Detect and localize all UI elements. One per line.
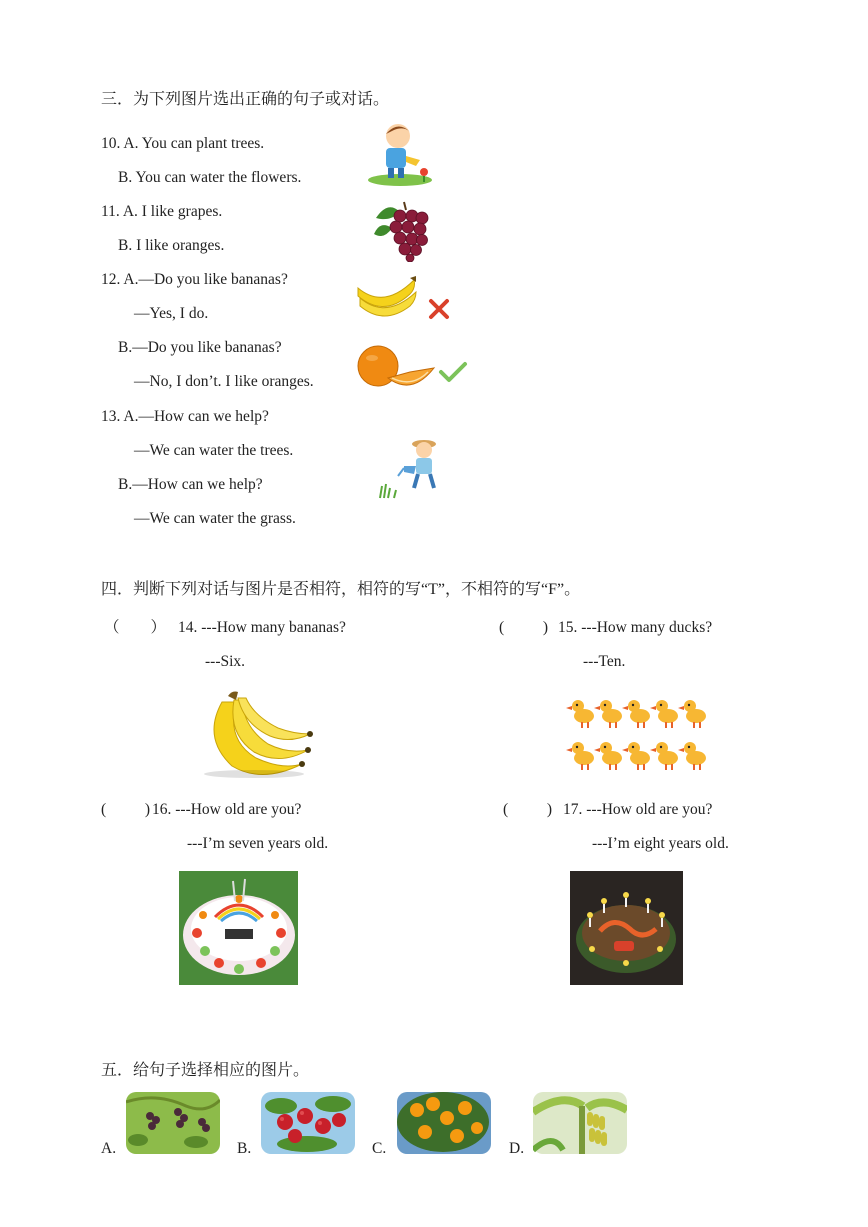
q17-question: 17. ---How old are you? — [563, 801, 713, 818]
q16-question: 16. ---How old are you? — [152, 801, 302, 818]
q15-question: 15. ---How many ducks? — [558, 619, 713, 636]
boy-watering-flowers-picture — [364, 120, 436, 188]
section-4-heading: 四．判断下列对话与图片是否相符，相符的写“T”，不相符的写“F”。 — [101, 581, 581, 598]
birthday-cake-seven-picture — [179, 871, 298, 985]
grapes-picture — [370, 198, 432, 262]
check-mark-icon — [438, 360, 468, 384]
q11-option-b: B. I like oranges. — [118, 237, 225, 254]
q14-answer-blank[interactable]: （ ） — [104, 619, 167, 636]
q10-option-a: 10. A. You can plant trees. — [101, 135, 265, 152]
q12-option-b-answer: —No, I don’t. I like oranges. — [134, 373, 314, 390]
q13-option-b-question: B.—How can we help? — [118, 476, 263, 493]
option-c-label: C. — [372, 1140, 387, 1157]
q11-option-a: 11. A. I like grapes. — [101, 203, 223, 220]
q12-option-a-answer: —Yes, I do. — [134, 305, 209, 322]
q13-option-a-answer: —We can water the trees. — [134, 442, 294, 459]
q17-answer-text: ---I’m eight years old. — [592, 835, 729, 852]
cross-mark-icon — [428, 298, 450, 320]
option-d-banana-tree-picture[interactable] — [533, 1092, 627, 1154]
section-3-heading: 三．为下列图片选出正确的句子或对话。 — [101, 91, 390, 108]
q13-option-b-answer: —We can water the grass. — [134, 510, 296, 527]
option-a-label: A. — [101, 1140, 117, 1157]
q10-option-b: B. You can water the flowers. — [118, 169, 302, 186]
q17-answer-blank[interactable]: ( ) — [503, 801, 553, 818]
ducks-picture — [562, 694, 706, 774]
section-5-heading: 五．给句子选择相应的图片。 — [101, 1062, 310, 1079]
q13-option-a-question: 13. A.—How can we help? — [101, 408, 269, 425]
birthday-cake-eight-picture — [570, 871, 683, 985]
bananas-small-picture — [354, 274, 420, 324]
option-b-label: B. — [237, 1140, 252, 1157]
oranges-picture — [356, 344, 436, 392]
bananas-bunch-picture — [192, 688, 314, 780]
boy-watering-grass-picture — [374, 436, 448, 506]
q15-answer-text: ---Ten. — [583, 653, 626, 670]
q14-answer-text: ---Six. — [205, 653, 246, 670]
q12-option-b-question: B.—Do you like bananas? — [118, 339, 282, 356]
q16-answer-blank[interactable]: ( ) — [101, 801, 151, 818]
q12-option-a-question: 12. A.—Do you like bananas? — [101, 271, 288, 288]
option-c-orange-tree-picture[interactable] — [397, 1092, 491, 1154]
q15-answer-blank[interactable]: ( ) — [499, 619, 549, 636]
option-a-grapevine-picture[interactable] — [126, 1092, 220, 1154]
q16-answer-text: ---I’m seven years old. — [187, 835, 329, 852]
q14-question: 14. ---How many bananas? — [178, 619, 346, 636]
option-d-label: D. — [509, 1140, 525, 1157]
option-b-apple-tree-picture[interactable] — [261, 1092, 355, 1154]
